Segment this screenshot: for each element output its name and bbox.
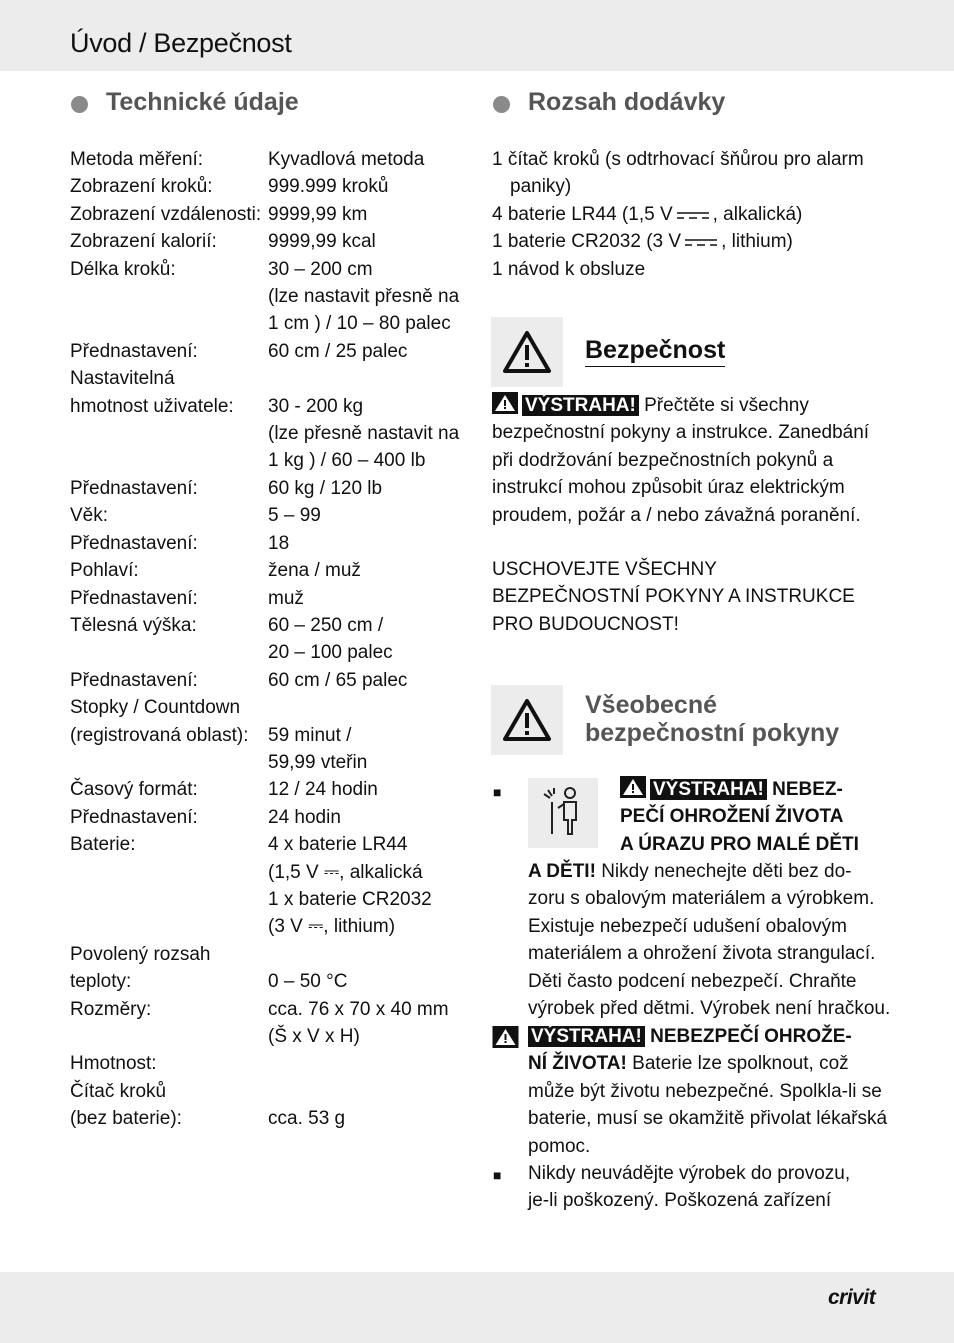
spec-row — [70, 173, 468, 200]
spec-row — [70, 1050, 468, 1077]
spec-table — [70, 146, 468, 1133]
spec-row — [70, 146, 468, 173]
spec-label — [70, 447, 268, 474]
spec-label — [70, 886, 268, 913]
spec-label — [70, 310, 268, 337]
spec-value: žena / muž — [268, 560, 361, 582]
damage-instruction: Nikdy neuvádějte výrobek do provozu, je-li poškozený. Poškozená zařízení — [528, 1163, 851, 1212]
spec-row — [70, 201, 468, 228]
spec-row — [70, 530, 468, 557]
safety-title: Bezpečnost — [585, 336, 725, 367]
spec-label: Zobrazení kroků: — [70, 176, 213, 198]
spec-value: 1 cm ) / 10 – 80 palec — [268, 313, 451, 335]
delivery-item: 1 baterie CR2032 (3 V , lithium) — [492, 231, 793, 253]
list-bullet-icon: ■ — [493, 784, 502, 800]
spec-row — [70, 886, 468, 913]
warning-badge: VÝSTRAHA! — [522, 395, 639, 416]
spec-row — [70, 859, 468, 886]
spec-label: teploty: — [70, 971, 132, 993]
spec-value: 30 - 200 kg — [268, 395, 364, 417]
kids-warning-heading: VÝSTRAHA! NEBEZ- PEČÍ OHROŽENÍ ŽIVOTA A ÚRAZU PRO MALÉ DĚTI — [620, 776, 910, 858]
spec-value: (Š x V x H) — [268, 1026, 360, 1047]
spec-value: 59,99 vteřin — [268, 751, 368, 773]
spec-row — [70, 941, 468, 968]
spec-value: cca. 76 x 70 x 40 mm — [268, 998, 449, 1020]
spec-value: 60 cm / 25 palec — [268, 340, 408, 362]
spec-row — [70, 667, 468, 694]
spec-value — [268, 941, 468, 968]
spec-row — [70, 1023, 468, 1050]
spec-label: (registrovaná oblast): — [70, 724, 249, 746]
dc-symbol-icon — [683, 237, 719, 247]
spec-value — [268, 1050, 468, 1077]
spec-row — [70, 365, 468, 392]
spec-label: Přednastavení: — [70, 587, 198, 609]
spec-row — [70, 228, 468, 255]
spec-label: Metoda měření: — [70, 149, 204, 170]
general-title: Všeobecné bezpečnostní pokyny — [585, 691, 840, 747]
spec-label: Hmotnost: — [70, 1053, 157, 1075]
delivery-item: 1 návod k obsluze — [492, 258, 646, 280]
spec-value: 20 – 100 palec — [268, 642, 393, 664]
spec-label — [70, 420, 268, 447]
spec-value: cca. 53 g — [268, 1108, 346, 1130]
delivery-item: 4 baterie LR44 (1,5 V , alkalická) — [492, 203, 803, 225]
spec-label: Délka kroků: — [70, 258, 176, 280]
page-header — [0, 0, 954, 71]
spec-label: Zobrazení kalorií: — [70, 231, 217, 253]
spec-value: 12 / 24 hodin — [268, 779, 378, 801]
spec-value: 60 kg / 120 lb — [268, 477, 383, 499]
spec-row — [70, 420, 468, 447]
spec-label: Zobrazení vzdálenosti: — [70, 203, 262, 225]
warning-triangle-icon — [502, 330, 552, 374]
spec-row — [70, 283, 468, 310]
child-icon — [528, 778, 598, 848]
delivery-item: 1 čítač kroků (s odtrhovací šňůrou pro alarm — [492, 149, 864, 170]
spec-value: 5 – 99 — [268, 505, 321, 527]
spec-label: Povolený rozsah — [70, 943, 211, 965]
section-bullet-icon — [493, 96, 510, 113]
spec-row — [70, 804, 468, 831]
spec-row — [70, 749, 468, 776]
kids-warning-text: A DĚTI! Nikdy nenechejte děti bez do- zoru s obalovým materiálem a výrobkem. Existuje nebezpečí udušení obalovým materiálem a ohrožení života strangulací. Děti často podcení nebezpečí. Chraňte výrobek před dětmi. Výrobek není hračkou. — [528, 861, 891, 1020]
spec-label: Časový formát: — [70, 779, 198, 801]
spec-label: Přednastavení: — [70, 340, 198, 362]
spec-row — [70, 585, 468, 612]
spec-row — [70, 831, 468, 858]
warning-box — [491, 685, 563, 755]
spec-value: (lze přesně nastavit na — [268, 423, 460, 445]
spec-value — [268, 694, 468, 721]
spec-label: hmotnost uživatele: — [70, 395, 234, 417]
spec-row — [70, 968, 468, 995]
warning-triangle-icon — [492, 392, 518, 414]
spec-row — [70, 475, 468, 502]
spec-label: Tělesná výška: — [70, 614, 197, 636]
delivery-title: Rozsah dodávky — [528, 88, 726, 116]
section-bullet-icon — [71, 96, 88, 113]
warning-badge: VÝSTRAHA! — [528, 1026, 645, 1047]
spec-row — [70, 502, 468, 529]
child-warning-image — [528, 778, 598, 848]
warning-triangle-icon — [492, 1026, 519, 1048]
delivery-item: paniky) — [510, 176, 572, 198]
spec-value: 60 – 250 cm / — [268, 614, 384, 636]
spec-row — [70, 776, 468, 803]
spec-value: muž — [268, 587, 304, 609]
spec-value: (3 V ⎓, lithium) — [268, 916, 396, 938]
spec-value: 60 cm / 65 palec — [268, 669, 408, 691]
spec-label — [70, 639, 268, 666]
spec-row — [70, 694, 468, 721]
spec-label: Nastavitelná — [70, 368, 175, 390]
keep-instructions: USCHOVEJTE VŠECHNY BEZPEČNOSTNÍ POKYNY A INSTRUKCE PRO BUDOUCNOST! — [492, 559, 855, 635]
spec-value: 30 – 200 cm — [268, 258, 373, 280]
battery-warning: VÝSTRAHA! NEBEZPEČÍ OHROŽE- NÍ ŽIVOTA! Baterie lze spolknout, což může být životu nebezpečné. Spolkla-li se baterie, musí se okamžitě přivolat lékařská pomoc. — [528, 1026, 888, 1157]
list-bullet-icon: ■ — [493, 1167, 502, 1183]
spec-row — [70, 393, 468, 420]
delivery-list — [492, 146, 912, 283]
spec-row — [70, 447, 468, 474]
spec-label — [70, 749, 268, 776]
spec-label: Přednastavení: — [70, 532, 198, 554]
spec-row — [70, 256, 468, 283]
warning-box — [491, 317, 563, 387]
spec-label — [70, 1023, 268, 1050]
spec-label — [70, 913, 268, 940]
warning-badge: VÝSTRAHA! — [650, 779, 767, 800]
spec-row — [70, 338, 468, 365]
spec-row — [70, 913, 468, 940]
brand-logo: crivit — [828, 1286, 876, 1309]
spec-label: Přednastavení: — [70, 806, 198, 828]
spec-label: Věk: — [70, 505, 109, 527]
page-title: Úvod / Bezpečnost — [70, 28, 292, 58]
spec-value: 4 x baterie LR44 — [268, 834, 408, 856]
spec-value: 24 hodin — [268, 806, 341, 828]
spec-value: 0 – 50 °C — [268, 971, 348, 993]
safety-warning: VÝSTRAHA! Přečtěte si všechny bezpečnostní pokyny a instrukce. Zanedbání při dodržování bezpečnostních pokynů a instrukcí mohou způsobit úraz elektrickým proudem, požár a / nebo závažná poranění. — [492, 392, 912, 529]
spec-value: (1,5 V ⎓, alkalická — [268, 861, 423, 883]
spec-row — [70, 1078, 468, 1105]
spec-label: Pohlaví: — [70, 560, 139, 582]
spec-label: Rozměry: — [70, 998, 152, 1020]
spec-row — [70, 639, 468, 666]
spec-value: 59 minut / — [268, 724, 352, 746]
spec-value: 999.999 kroků — [268, 176, 389, 198]
spec-row — [70, 557, 468, 584]
spec-value: Kyvadlová metoda — [268, 149, 425, 170]
spec-value: 1 kg ) / 60 – 400 lb — [268, 450, 426, 472]
spec-label: Čítač kroků — [70, 1080, 167, 1102]
spec-value — [268, 365, 468, 392]
spec-value: (lze nastavit přesně na — [268, 286, 460, 308]
spec-label: Přednastavení: — [70, 477, 198, 499]
tech-title: Technické údaje — [106, 88, 299, 116]
spec-row — [70, 612, 468, 639]
spec-label: Přednastavení: — [70, 669, 198, 691]
spec-label — [70, 283, 268, 310]
spec-value: 9999,99 km — [268, 203, 368, 225]
spec-value: 18 — [268, 532, 290, 554]
warning-triangle-icon — [620, 776, 646, 798]
spec-value: 1 x baterie CR2032 — [268, 888, 432, 910]
spec-row — [70, 722, 468, 749]
dc-symbol-icon — [675, 210, 711, 220]
spec-label — [70, 859, 268, 886]
spec-label: Stopky / Countdown — [70, 697, 241, 719]
spec-value — [268, 1078, 468, 1105]
page-footer — [0, 1272, 954, 1343]
warning-triangle-icon — [502, 698, 552, 742]
spec-row — [70, 1105, 468, 1132]
spec-value: 9999,99 kcal — [268, 231, 376, 253]
spec-label: Baterie: — [70, 834, 136, 856]
spec-label: (bez baterie): — [70, 1108, 182, 1130]
spec-row — [70, 996, 468, 1023]
spec-row — [70, 310, 468, 337]
